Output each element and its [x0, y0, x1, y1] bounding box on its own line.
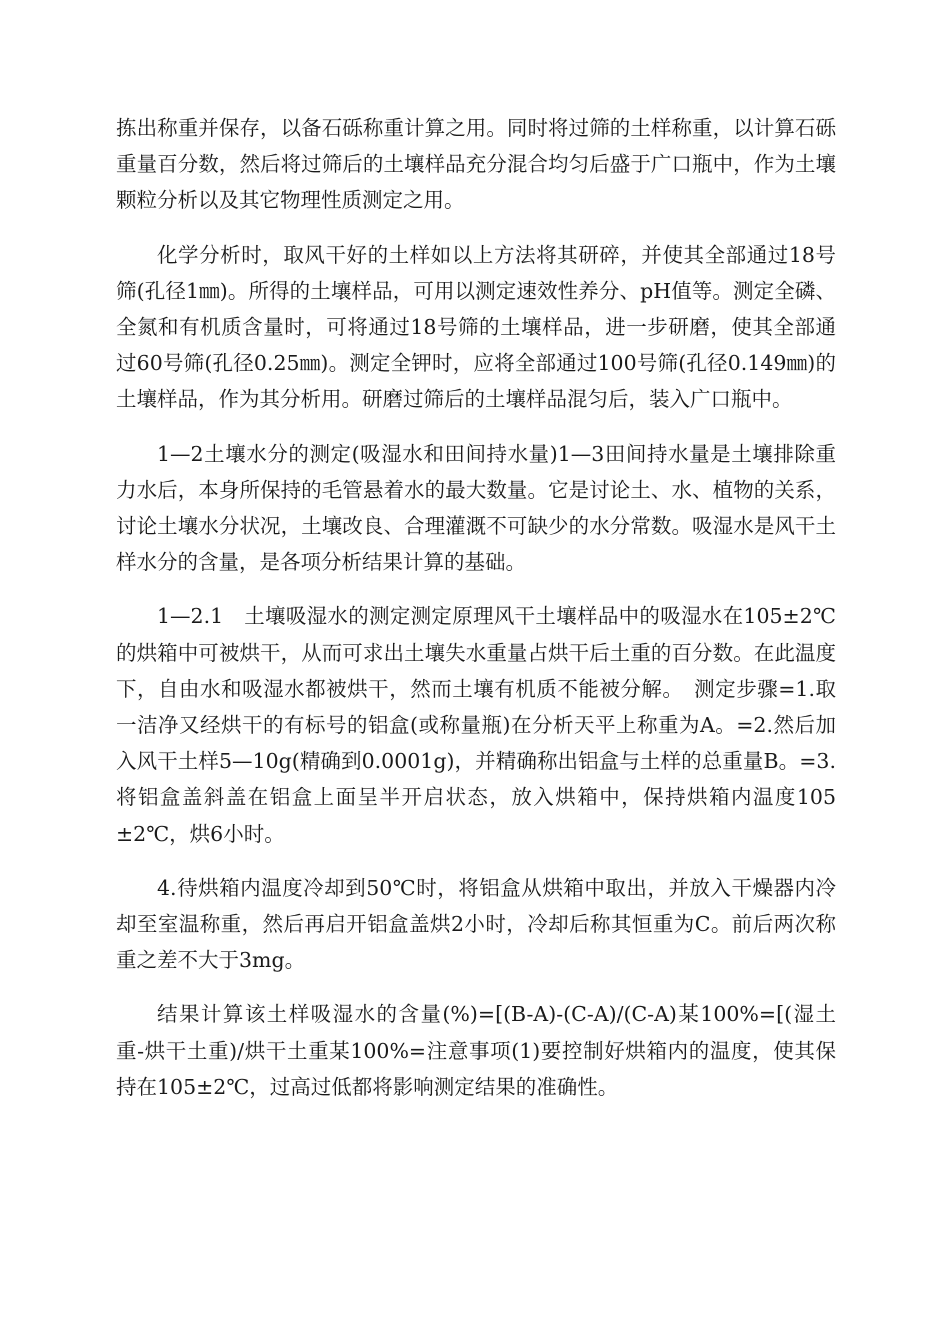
paragraph-5: 4.待烘箱内温度冷却到50℃时，将铝盒从烘箱中取出，并放入干燥器内冷却至室温称重，然后再启开铝盒盖烘2小时，冷却后称其恒重为C。前后两次称重之差不大于3mg。: [116, 875, 836, 973]
paragraph-4: 1—2.1 土壤吸湿水的测定测定原理风干土壤样品中的吸湿水在105±2℃的烘箱中可被烘干，从而可求出土壤失水重量占烘干后土重的百分数。在此温度下，自由水和吸湿水都被烘干，然而土壤有机质不能被分解。 测定步骤=1.取一洁净又经烘干的有标号的铝盒(或称量瓶)在分析天平上称重为A。=2.然后加入风干土样5—10g(精确到0.0001g)，并精确称出铝盒与土样的总重量B。=3.将铝盒盖斜盖在铝盒上面呈半开启状态，放入烘箱中，保持烘箱内温度105±2℃，烘6小时。: [116, 604, 836, 846]
paragraph-2: 化学分析时，取风干好的土样如以上方法将其研碎，并使其全部通过18号筛(孔径1㎜)。所得的土壤样品，可用以测定速效性养分、pH值等。测定全磷、全氮和有机质含量时，可将通过18号筛的土壤样品，进一步研磨，使其全部通过60号筛(孔径0.25㎜)。测定全钾时，应将全部通过100号筛(孔径0.149㎜)的土壤样品，作为其分析用。研磨过筛后的土壤样品混匀后，装入广口瓶中。: [116, 242, 836, 412]
paragraph-1: 拣出称重并保存，以备石砾称重计算之用。同时将过筛的土样称重，以计算石砾重量百分数，然后将过筛后的土壤样品充分混合均匀后盛于广口瓶中，作为土壤颗粒分析以及其它物理性质测定之用。: [116, 116, 836, 213]
paragraph-6: 结果计算该土样吸湿水的含量(%)=[(B-A)-(C-A)/(C-A)某100%=[(湿土重-烘干土重)/烘干土重某100%=注意事项(1)要控制好烘箱内的温度，使其保持在105±2℃，过高过低都将影响测定结果的准确性。: [116, 1002, 836, 1099]
paragraph-3: 1—2土壤水分的测定(吸湿水和田间持水量)1—3田间持水量是土壤排除重力水后，本身所保持的毛管悬着水的最大数量。它是讨论土、水、植物的关系，讨论土壤水分状况，土壤改良、合理灌溉不可缺少的水分常数。吸湿水是风干土样水分的含量，是各项分析结果计算的基础。: [116, 441, 836, 575]
document-body: [116, 110, 836, 1123]
